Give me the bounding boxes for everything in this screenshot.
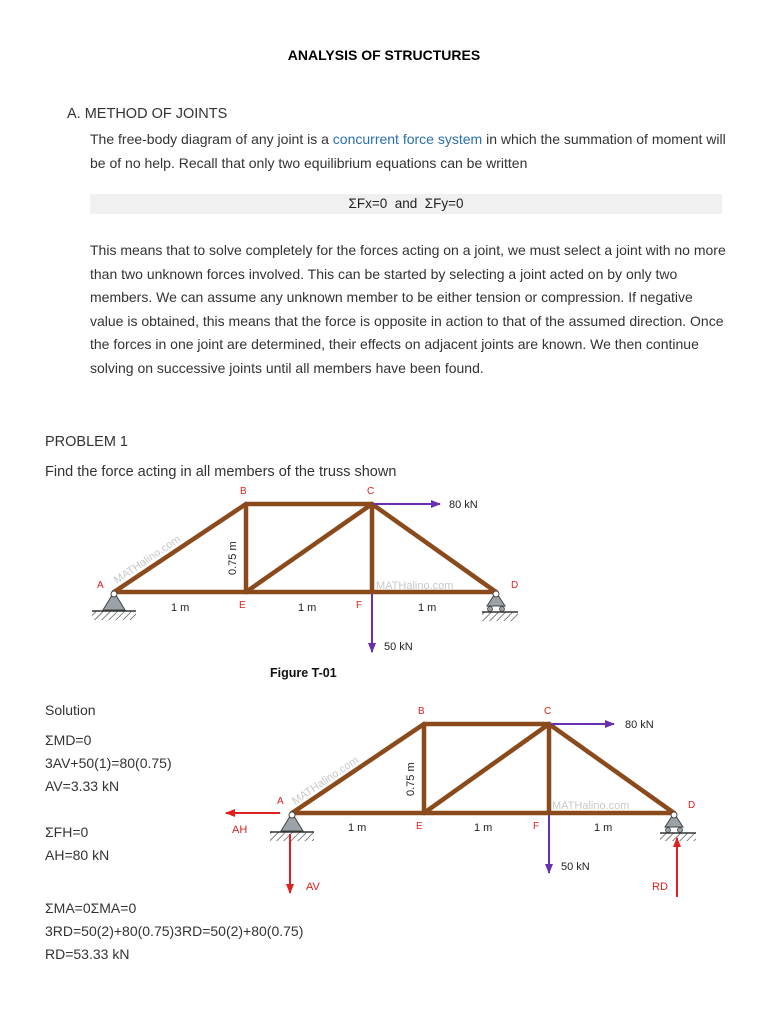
solution-line-7: 3RD=50(2)+80(0.75)3RD=50(2)+80(0.75) xyxy=(45,923,304,939)
load-label-80kn: 80 kN xyxy=(449,499,478,511)
concurrent-force-system-link[interactable]: concurrent force system xyxy=(332,131,483,147)
node-label-c-2: C xyxy=(544,706,552,717)
load-label-50kn: 50 kN xyxy=(384,641,413,653)
page-title: ANALYSIS OF STRUCTURES xyxy=(287,47,481,63)
equilibrium-equation-box: ΣFx=0 and ΣFy=0 xyxy=(90,194,722,214)
watermark-horizontal: MATHalino.com xyxy=(376,580,454,592)
node-label-f: F xyxy=(356,600,363,611)
span-label-1: 1 m xyxy=(171,602,190,614)
watermark-diagonal: MATHalino.com xyxy=(111,533,183,587)
span-label-2-1: 1 m xyxy=(348,822,367,834)
node-label-b: B xyxy=(240,486,247,497)
solution-line-8: RD=53.33 kN xyxy=(45,946,130,962)
pin-support-a-2 xyxy=(270,812,314,841)
span-label-2-3: 1 m xyxy=(594,822,613,834)
node-label-e: E xyxy=(239,600,246,611)
node-label-f-2: F xyxy=(533,821,540,832)
reaction-label-av-text: AV xyxy=(306,881,320,893)
node-label-d-2: D xyxy=(688,800,696,811)
solution-line-4: ΣFH=0 xyxy=(45,824,89,840)
figure-caption: Figure T-01 xyxy=(270,666,337,680)
reaction-label-ah-text: AH xyxy=(232,824,248,836)
span-label-3: 1 m xyxy=(418,602,437,614)
reaction-label-ah xyxy=(232,824,247,836)
intro-text-end: in which the summation of moment will be of no help. Recall that only two equilibrium equations can be written xyxy=(90,131,726,171)
node-label-b-2: B xyxy=(418,706,425,717)
height-label-2: 0.75 m xyxy=(405,762,417,796)
solution-line-5: AH=80 kN xyxy=(45,847,110,863)
reaction-label-av xyxy=(306,881,321,893)
reaction-label-rd xyxy=(652,881,668,893)
reaction-label-rd-text: RD xyxy=(652,881,668,893)
node-label-c: C xyxy=(367,486,375,497)
node-label-e-2: E xyxy=(416,821,423,832)
roller-support-d-2 xyxy=(660,812,696,841)
node-label-a-2: A xyxy=(277,796,284,807)
problem-statement: Find the force acting in all members of the truss shown xyxy=(45,464,397,480)
intro-text-start: The free-body diagram of any joint is a xyxy=(90,131,333,147)
solution-line-6: ΣMA=0ΣMA=0 xyxy=(45,900,137,916)
method-paragraph: This means that to solve completely for the forces acting on a joint, we must select a joint with no more than two unknown forces involved. This can be started by selecting a joint acted on by only two members. We can assume any unknown member to be either tension or compression. If negative value is obtained, this means that the force is opposite in action to that of the assumed direction. Once the forces in one joint are determined, their effects on adjacent joints are known. We then continue solving on successive joints until all members have been found. xyxy=(90,242,726,376)
watermark-diagonal-2: MATHalino.com xyxy=(289,754,361,808)
watermark-horizontal-2: MATHalino.com xyxy=(552,800,630,812)
solution-line-2: 3AV+50(1)=80(0.75) xyxy=(45,755,172,771)
load-label-80kn-2: 80 kN xyxy=(625,719,654,731)
height-label: 0.75 m xyxy=(227,541,239,575)
node-label-d: D xyxy=(511,580,519,591)
span-label-2: 1 m xyxy=(298,602,317,614)
node-label-a: A xyxy=(97,580,104,591)
member-ec-2 xyxy=(424,724,549,813)
section-heading: A. METHOD OF JOINTS xyxy=(67,106,228,122)
load-label-50kn-2: 50 kN xyxy=(561,861,590,873)
solution-heading: Solution xyxy=(45,702,96,718)
problem-heading: PROBLEM 1 xyxy=(45,434,128,450)
solution-line-1: ΣMD=0 xyxy=(45,732,92,748)
solution-line-3: AV=3.33 kN xyxy=(45,778,120,794)
span-label-2-2: 1 m xyxy=(474,822,493,834)
